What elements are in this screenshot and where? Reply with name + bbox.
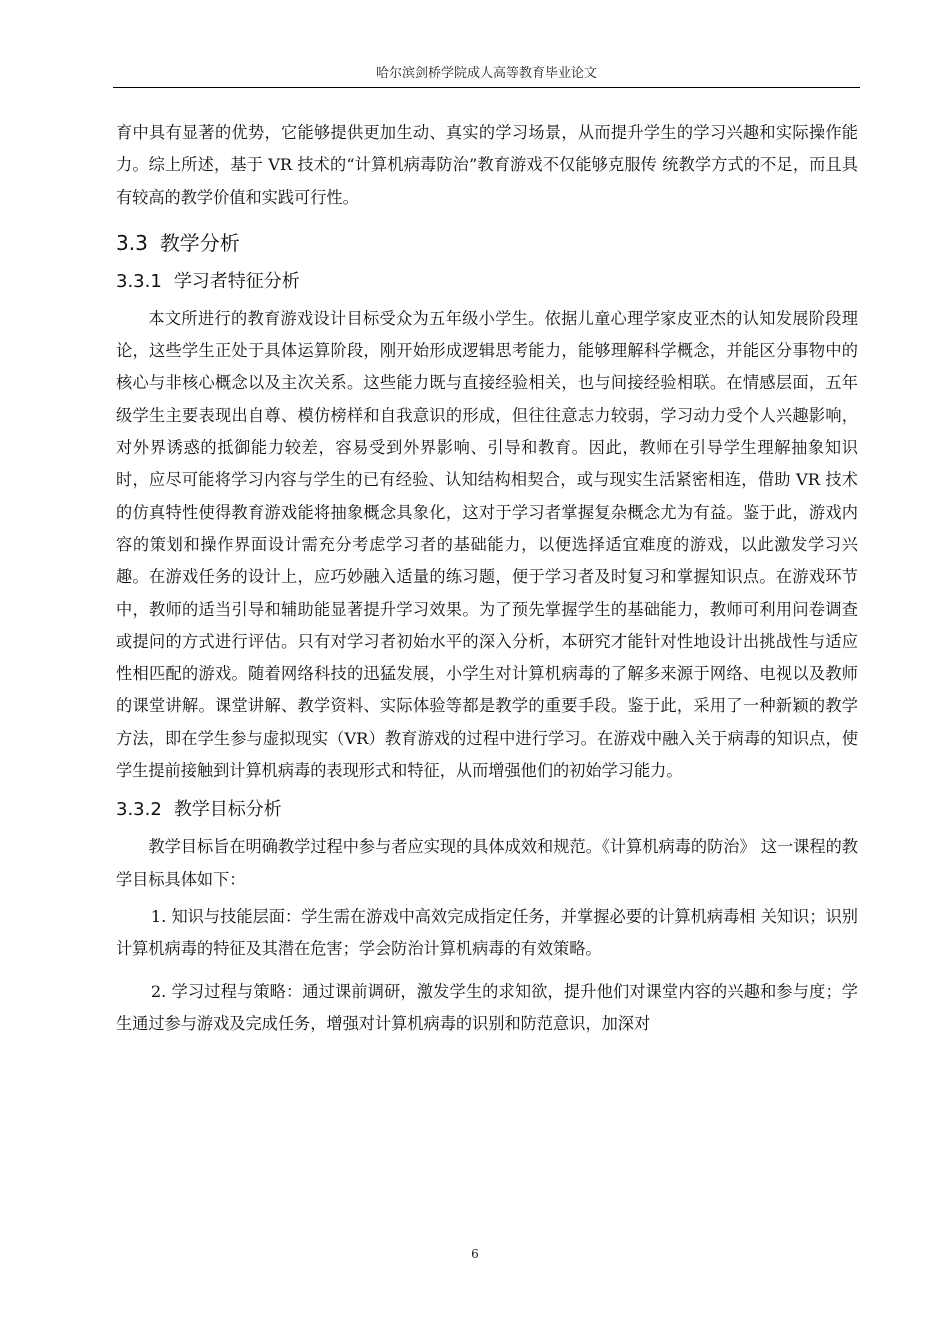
running-header: 哈尔滨剑桥学院成人高等教育毕业论文 (375, 66, 597, 81)
section-number: 3.3 (116, 230, 148, 255)
objective-item-1: 1. 知识与技能层面：学生需在游戏中高效完成指定任务，并掌握必要的计算机病毒相 关知识；识别计算机病毒的特征及其潜在危害；学会防治计算机病毒的有效策略。 (116, 906, 858, 959)
section-heading-3-3-2 (116, 796, 858, 824)
section-number: 3.3.2 (116, 799, 162, 821)
objective-intro-paragraph: 教学目标旨在明确教学过程中参与者应实现的具体成效和规范。《计算机病毒的防治》 这一课程的教学目标具体如下： (116, 837, 858, 889)
intro-paragraph: 育中具有显著的优势，它能够提供更加生动、真实的学习场景，从而提升学生的学习兴趣和实际操作能力。综上所述，基于 VR 技术的“计算机病毒防治”教育游戏不仅能够克服传 统教学方式的不足，而且具有较高的教学价值和实践可行性。 (116, 123, 858, 207)
section-number: 3.3.1 (116, 270, 162, 292)
learner-analysis-paragraph: 本文所进行的教育游戏设计目标受众为五年级小学生。依据儿童心理学家皮亚杰的认知发展阶段理论，这些学生正处于具体运算阶段，刚开始形成逻辑思考能力，能够理解科学概念，并能区分事物中的核心与非核心概念以及主次关系。这些能力既与直接经验相关，也与间接经验相联。在情感层面，五年级学生主要表现出自尊、模仿榜样和自我意识的形成，但往往意志力较弱，学习动力受个人兴趣影响，对外界诱惑的抵御能力较差，容易受到外界影响、引导和教育。因此，教师在引导学生理解抽象知识时，应尽可能将学习内容与学生的已有经验、认知结构相契合，或与现实生活紧密相连，借助 VR 技术的仿真特性使得教育游戏能将抽象概念具象化，这对于学习者掌握复杂概念尤为有益。鉴于此，游戏内容的策划和操作界面设计需充分考虑学习者的基础能力，以便选择适宜难度的游戏，以此激发学习兴趣。在游戏任务的设计上，应巧妙融入适量的练习题，便于学习者及时复习和掌握知识点。在游戏环节中，教师的适当引导和辅助能显著提升学习效果。为了预先掌握学生的基础能力，教师可利用问卷调查或提问的方式进行评估。只有对学习者初始水平的深入分析，本研究才能针对性地设计出挑战性与适应性相匹配的游戏。随着网络科技的迅猛发展，小学生对计算机病毒的了解多来源于网络、电视以及教师的课堂讲解。课堂讲解、教学资料、实际体验等都是教学的重要手段。鉴于此，采用了一种新颖的教学方法，即在学生参与虚拟现实（VR）教育游戏的过程中进行学习。在游戏中融入关于病毒的知识点，使学生提前接触到计算机病毒的表现形式和特征，从而增强他们的初始学习能力。 (116, 308, 858, 781)
section-title: 教学目标分析 (173, 799, 282, 821)
section-title: 教学分析 (159, 230, 240, 255)
page-body (116, 117, 858, 1040)
objective-item-2: 2. 学习过程与策略：通过课前调研，激发学生的求知欲，提升他们对课堂内容的兴趣和参与度；学生通过参与游戏及完成任务，增强对计算机病毒的识别和防范意识，加深对 (116, 981, 858, 1033)
header-rule (113, 87, 860, 88)
page-number: 6 (471, 1247, 479, 1261)
section-heading-3-3-1 (116, 268, 858, 296)
section-title: 学习者特征分析 (173, 270, 300, 292)
section-heading-3-3 (116, 228, 858, 258)
